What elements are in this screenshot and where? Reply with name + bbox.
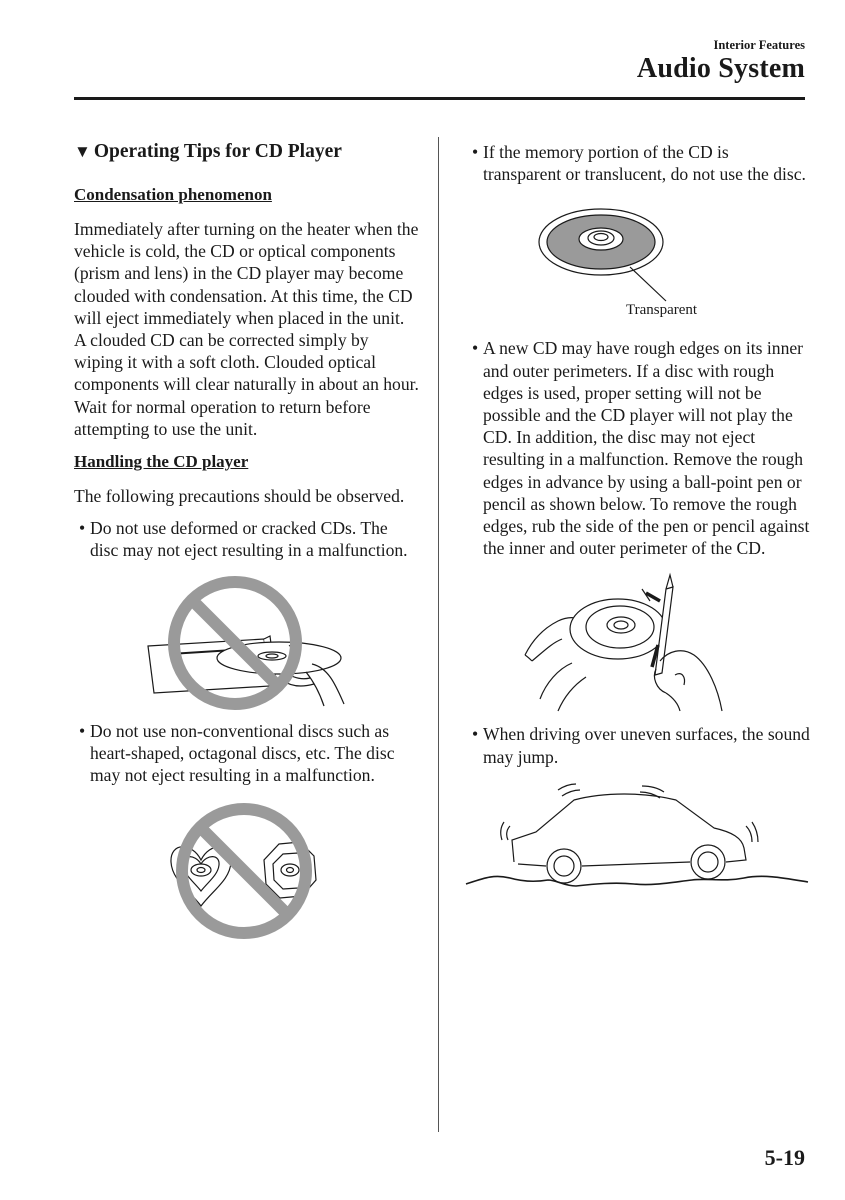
transparent-disc-figure: [470, 197, 810, 329]
condensation-body: Immediately after turning on the heater when the vehicle is cold, the CD or optical components (prism and lens) in the CD player may become clouded with condensation. At this time, the CD will eject immediately when placed in the unit. A clouded CD can be corrected simply by wiping it with a soft cloth. Clouded optical components will clear naturally in about an hour. Wait for normal operation to return before attempting to use the unit.: [74, 219, 419, 439]
bullet-dot: •: [79, 720, 86, 741]
condensation-heading: Condensation phenomenon: [74, 185, 272, 204]
remove-rough-edges-figure: [470, 571, 810, 713]
bullet-text: A new CD may have rough edges on its inner and outer perimeters. If a disc with rough edges is used, proper setting will not be possible and the CD player will not play the CD. In addition, the disc may not eject resulting in a malfunction. Remove the rough edges in advance by using a ball-point pen or pencil as shown below. To remove the rough edges, rub the side of the pen or pencil against the inner and outer perimeter of the CD.: [483, 338, 810, 559]
column-divider: [438, 137, 439, 1132]
bullet-dot: •: [472, 142, 479, 162]
handling-heading: Handling the CD player: [74, 452, 249, 472]
bullet-dot: •: [472, 724, 479, 745]
uneven-road-car-figure: [464, 782, 810, 892]
bullet-deformed-cds: [74, 517, 419, 561]
header-section-label: Interior Features: [713, 38, 805, 52]
header-rule: [74, 97, 805, 100]
page-number: 5-19: [764, 1145, 805, 1170]
transparent-caption: Transparent: [626, 302, 698, 319]
bullet-dot: •: [472, 338, 479, 359]
left-column: [74, 141, 419, 942]
bullet-uneven-surfaces: [470, 723, 810, 767]
bullet-transparent-disc: [470, 141, 810, 185]
no-cracked-cd-figure: [74, 576, 419, 714]
section-title-text: Operating Tips for CD Player: [93, 141, 342, 162]
bullet-text: Do not use non-conventional discs such as heart-shaped, octagonal discs, etc. The disc may not eject resulting in a malfunction.: [90, 720, 395, 786]
header-title: Audio System: [636, 53, 805, 84]
bullet-dot: •: [79, 518, 86, 539]
bullet-rough-edges: [470, 337, 810, 559]
handling-intro: The following precautions should be observed.: [74, 486, 405, 507]
triangle-marker-icon: ▼: [74, 142, 91, 161]
right-column: [470, 141, 810, 892]
section-title: [74, 141, 419, 163]
bullet-text: If the memory portion of the CD is transparent or translucent, do not use the disc.: [483, 142, 806, 185]
no-shaped-disc-figure: [74, 802, 419, 942]
bullet-text: When driving over uneven surfaces, the sound may jump.: [483, 724, 810, 767]
bullet-text: Do not use deformed or cracked CDs. The disc may not eject resulting in a malfunction.: [90, 518, 408, 561]
bullet-nonconventional-discs: [74, 720, 419, 787]
